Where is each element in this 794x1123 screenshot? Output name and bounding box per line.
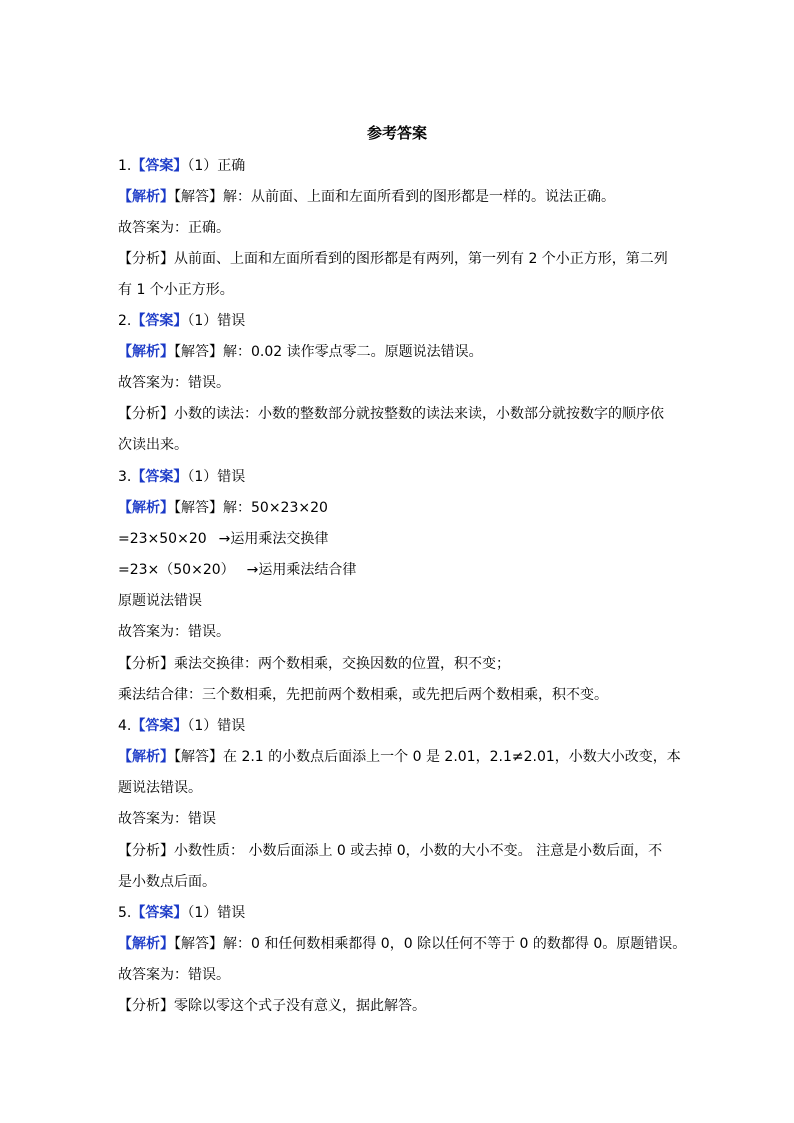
q4-fenxi-1: 小数性质： 小数后面添上 0 或去掉 0，小数的大小不变。 注意是小数后面，不 bbox=[174, 843, 663, 859]
q4-fenxi-line bbox=[118, 841, 678, 861]
q3-step-2-expr: =23×（50×20） bbox=[118, 562, 235, 578]
q2-fenxi-1: 小数的读法：小数的整数部分就按整数的读法来读，小数部分就按数字的顺序依 bbox=[174, 406, 664, 422]
q5-fenxi-line bbox=[118, 996, 678, 1016]
answer-label: 【答案】 bbox=[131, 905, 188, 921]
q5-jiexi: 解：0 和任何数相乘都得 0，0 除以任何不等于 0 的数都得 0。原题错误。 bbox=[223, 936, 687, 952]
q1-answer-line bbox=[118, 156, 678, 176]
q3-fenxi-1: 乘法交换律：两个数相乘，交换因数的位置，积不变； bbox=[174, 656, 510, 672]
jiexi-label: 【解析】 bbox=[118, 936, 174, 952]
q4-conclusion: 故答案为：错误 bbox=[118, 811, 216, 827]
fenxi-label: 【分析】 bbox=[118, 406, 174, 422]
q2-jiexi: 解：0.02 读作零点零二。原题说法错误。 bbox=[223, 344, 483, 360]
q1-fenxi-1: 从前面、上面和左面所看到的图形都是有两列，第一列有 2 个小正方形，第二列 bbox=[174, 251, 668, 267]
q1-answer: （1）正确 bbox=[187, 158, 246, 174]
q3-fenxi-line bbox=[118, 654, 678, 674]
jiexi-label: 【解析】 bbox=[118, 344, 174, 360]
q3-step-2-note: →运用乘法结合律 bbox=[246, 562, 357, 578]
answer-label: 【答案】 bbox=[131, 469, 188, 485]
q3-step-1-expr: =23×50×20 bbox=[118, 531, 207, 547]
answer-label: 【答案】 bbox=[131, 313, 188, 329]
q1-number: 1. bbox=[118, 158, 132, 174]
q1-conclusion: 故答案为：正确。 bbox=[118, 220, 230, 236]
q4-fenxi-2: 是小数点后面。 bbox=[118, 874, 216, 890]
q4-jiexi-line bbox=[118, 747, 681, 767]
q3-answer-line bbox=[118, 467, 678, 487]
q3-jiexi: 解：50×23×20 bbox=[223, 500, 328, 516]
fenxi-label: 【分析】 bbox=[118, 998, 174, 1014]
jieda-label: 【解答】 bbox=[174, 749, 223, 765]
q4-answer: （1）错误 bbox=[187, 718, 246, 734]
fenxi-label: 【分析】 bbox=[118, 251, 174, 267]
jieda-label: 【解答】 bbox=[174, 189, 223, 205]
q2-fenxi-2: 次读出来。 bbox=[118, 437, 188, 453]
q1-fenxi-line bbox=[118, 249, 678, 269]
q5-fenxi: 零除以零这个式子没有意义，据此解答。 bbox=[174, 998, 426, 1014]
q3-step-2 bbox=[118, 560, 678, 580]
jiexi-label: 【解析】 bbox=[118, 749, 174, 765]
fenxi-label: 【分析】 bbox=[118, 656, 174, 672]
fenxi-label: 【分析】 bbox=[118, 843, 174, 859]
jieda-label: 【解答】 bbox=[174, 936, 223, 952]
q3-fenxi-2: 乘法结合律：三个数相乘，先把前两个数相乘，或先把后两个数相乘，积不变。 bbox=[118, 687, 608, 703]
q3-jiexi-line bbox=[118, 498, 678, 518]
jieda-label: 【解答】 bbox=[174, 500, 223, 516]
q3-answer: （1）错误 bbox=[187, 469, 246, 485]
q3-step-1 bbox=[118, 529, 678, 549]
q2-conclusion: 故答案为：错误。 bbox=[118, 375, 230, 391]
answer-label: 【答案】 bbox=[131, 718, 188, 734]
q5-jiexi-line bbox=[118, 934, 687, 954]
answer-label: 【答案】 bbox=[131, 158, 188, 174]
q1-jiexi: 解：从前面、上面和左面所看到的图形都是一样的。说法正确。 bbox=[223, 189, 615, 205]
jieda-label: 【解答】 bbox=[174, 344, 223, 360]
q2-number: 2. bbox=[118, 313, 132, 329]
q5-number: 5. bbox=[118, 905, 132, 921]
q2-fenxi-line bbox=[118, 404, 678, 424]
page-title: 参考答案 bbox=[366, 124, 427, 142]
q4-jiexi-1: 在 2.1 的小数点后面添上一个 0 是 2.01，2.1≠2.01，小数大小改变，本 bbox=[223, 749, 681, 765]
q2-answer: （1）错误 bbox=[187, 313, 246, 329]
q3-conclusion: 故答案为：错误。 bbox=[118, 624, 230, 640]
q1-jiexi-line bbox=[118, 187, 678, 207]
q2-jiexi-line bbox=[118, 342, 678, 362]
q3-number: 3. bbox=[118, 469, 132, 485]
q5-answer-line bbox=[118, 903, 678, 923]
jiexi-label: 【解析】 bbox=[118, 500, 174, 516]
q4-answer-line bbox=[118, 716, 678, 736]
q3-step-1-note: →运用乘法交换律 bbox=[218, 531, 329, 547]
q5-answer: （1）错误 bbox=[187, 905, 246, 921]
q1-fenxi-2: 有 1 个小正方形。 bbox=[118, 282, 234, 298]
q5-conclusion: 故答案为：错误。 bbox=[118, 967, 230, 983]
jiexi-label: 【解析】 bbox=[118, 189, 174, 205]
q2-answer-line bbox=[118, 311, 678, 331]
q4-number: 4. bbox=[118, 718, 132, 734]
q4-jiexi-2: 题说法错误。 bbox=[118, 780, 202, 796]
q3-original-wrong: 原题说法错误 bbox=[118, 593, 202, 609]
